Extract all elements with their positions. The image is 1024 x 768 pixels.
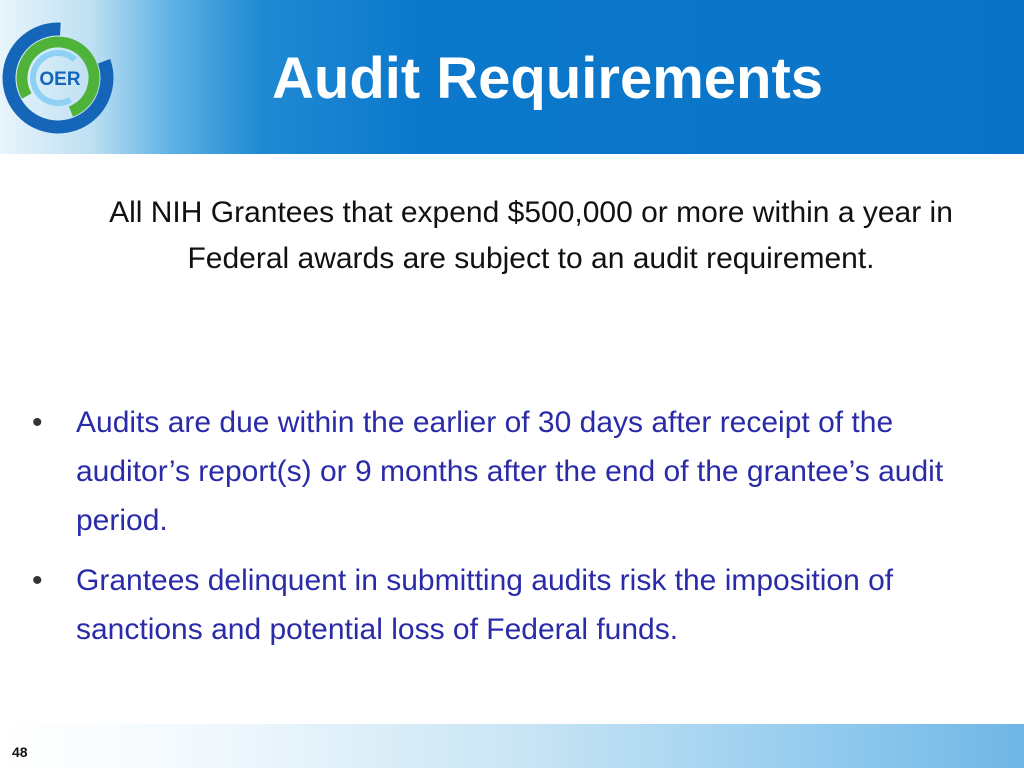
intro-paragraph: All NIH Grantees that expend $500,000 or more within a year in Federal awards are subject to an audit requirement. — [109, 196, 953, 275]
bullet-list — [30, 398, 990, 665]
bullet-marker: • — [32, 564, 43, 597]
bullet-text: Audits are due within the earlier of 30 days after receipt of the auditor’s report(s) or 9 months after the end of the grantee’s audit period. — [76, 406, 944, 537]
bullet-item — [30, 556, 990, 654]
oer-logo — [2, 22, 114, 134]
slide-header — [0, 0, 1024, 154]
page-number: 48 — [12, 744, 28, 760]
bullet-text: Grantees delinquent in submitting audits risk the imposition of sanctions and potential loss of Federal funds. — [76, 564, 894, 646]
slide-title: Audit Requirements — [272, 46, 824, 111]
slide-footer-band — [0, 724, 1024, 768]
bullet-item — [30, 398, 990, 545]
logo-text: OER — [39, 69, 81, 90]
bullet-marker: • — [32, 406, 43, 439]
